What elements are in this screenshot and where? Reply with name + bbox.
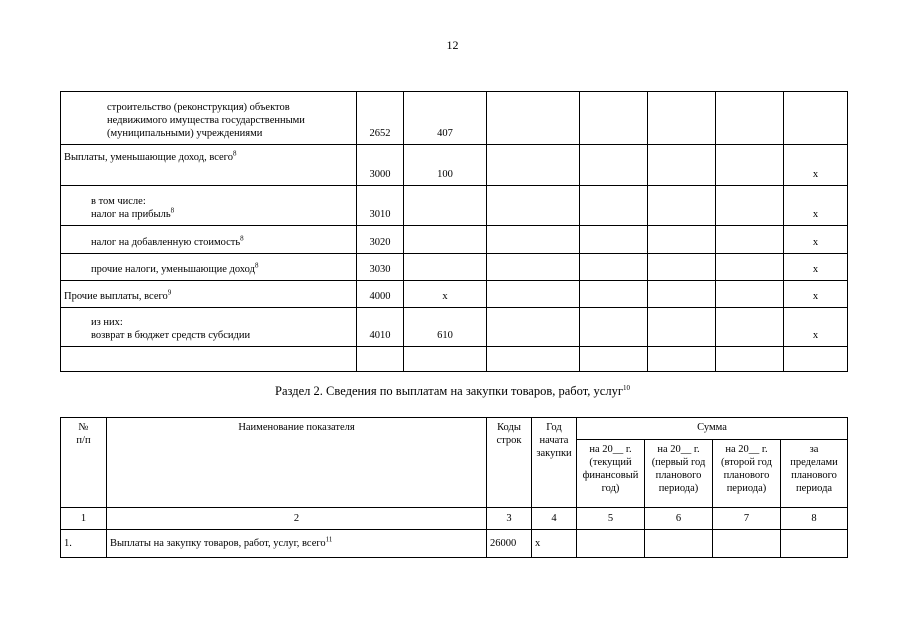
row-name bbox=[61, 92, 357, 145]
cell bbox=[648, 347, 716, 372]
purchases-table bbox=[60, 417, 848, 558]
cell bbox=[487, 308, 580, 347]
row-name bbox=[61, 281, 357, 308]
cell bbox=[357, 347, 404, 372]
cell bbox=[716, 281, 784, 308]
cell bbox=[716, 254, 784, 281]
row-kosgu bbox=[404, 186, 487, 226]
row-code: 3030 bbox=[357, 254, 404, 281]
row-code: 3020 bbox=[357, 226, 404, 254]
cell bbox=[713, 530, 781, 558]
name-line: налог на добавленную стоимость bbox=[91, 236, 241, 248]
footnote-ref: 8 bbox=[232, 149, 237, 158]
row-code: 4000 bbox=[357, 281, 404, 308]
row-x: x bbox=[784, 254, 848, 281]
name-line: Выплаты, уменьшающие доход, всего bbox=[64, 152, 233, 163]
section-title bbox=[0, 384, 905, 399]
column-number-row bbox=[61, 508, 848, 530]
row-kosgu: 100 bbox=[404, 145, 487, 186]
cell bbox=[577, 530, 645, 558]
cell bbox=[784, 347, 848, 372]
cell bbox=[487, 145, 580, 186]
cell bbox=[648, 281, 716, 308]
row-code: 2652 bbox=[357, 92, 404, 145]
header-sum: Сумма bbox=[577, 418, 848, 440]
cell bbox=[580, 145, 648, 186]
cell bbox=[648, 145, 716, 186]
row-name bbox=[61, 145, 357, 186]
header-col7: на 20__ г. (второй год планового периода) bbox=[713, 440, 781, 508]
footnote-ref: 9 bbox=[167, 288, 172, 297]
cell bbox=[404, 347, 487, 372]
row-name bbox=[61, 226, 357, 254]
column-number: 1 bbox=[61, 508, 107, 530]
row-kosgu bbox=[404, 254, 487, 281]
header-row bbox=[61, 418, 848, 440]
table-row bbox=[61, 308, 848, 347]
row-code: 26000 bbox=[487, 530, 532, 558]
header-num: № п/п bbox=[61, 418, 107, 508]
row-num: 1. bbox=[61, 530, 107, 558]
row-name bbox=[61, 308, 357, 347]
row-x bbox=[784, 92, 848, 145]
row-code: 4010 bbox=[357, 308, 404, 347]
cell bbox=[716, 186, 784, 226]
cell bbox=[648, 254, 716, 281]
cell bbox=[716, 92, 784, 145]
name-line: (муниципальными) учреждениями bbox=[107, 127, 263, 139]
name-line: в том числе: bbox=[91, 195, 146, 207]
row-x: x bbox=[784, 186, 848, 226]
page-number: 12 bbox=[446, 38, 459, 52]
name-line: из них: bbox=[91, 316, 123, 328]
column-number: 3 bbox=[487, 508, 532, 530]
cell bbox=[580, 92, 648, 145]
column-number: 8 bbox=[781, 508, 848, 530]
name-line: налог на прибыль bbox=[91, 208, 171, 220]
row-name bbox=[61, 186, 357, 226]
cell bbox=[645, 530, 713, 558]
row-x: x bbox=[784, 226, 848, 254]
header-col6: на 20__ г. (первый год планового периода) bbox=[645, 440, 713, 508]
cell bbox=[716, 145, 784, 186]
header-name: Наименование показателя bbox=[107, 418, 487, 508]
table-row bbox=[61, 254, 848, 281]
table-row bbox=[61, 226, 848, 254]
header-col5: на 20__ г. (текущий финансовый год) bbox=[577, 440, 645, 508]
name-line: недвижимого имущества государственными bbox=[107, 114, 305, 126]
cell bbox=[716, 347, 784, 372]
cell bbox=[781, 530, 848, 558]
header-year: Год начата закупки bbox=[532, 418, 577, 508]
cell bbox=[487, 226, 580, 254]
cell bbox=[648, 92, 716, 145]
header-col8: за пределами планового периода bbox=[781, 440, 848, 508]
cell bbox=[487, 347, 580, 372]
section-title-text: Раздел 2. Сведения по выплатам на закупки товаров, работ, услуг bbox=[275, 384, 623, 398]
column-number: 6 bbox=[645, 508, 713, 530]
name-line: строительство (реконструкция) объектов bbox=[107, 101, 290, 113]
table-row bbox=[61, 530, 848, 558]
cell bbox=[580, 281, 648, 308]
table-row bbox=[61, 281, 848, 308]
cell bbox=[580, 186, 648, 226]
cell bbox=[648, 226, 716, 254]
cell bbox=[580, 347, 648, 372]
cell bbox=[487, 186, 580, 226]
row-kosgu: 610 bbox=[404, 308, 487, 347]
column-number: 7 bbox=[713, 508, 781, 530]
cell bbox=[648, 186, 716, 226]
row-name bbox=[107, 530, 487, 558]
cell bbox=[580, 254, 648, 281]
footnote-ref: 8 bbox=[170, 206, 175, 215]
cell bbox=[648, 308, 716, 347]
row-x: x bbox=[784, 281, 848, 308]
cell bbox=[716, 308, 784, 347]
header-codes: Коды строк bbox=[487, 418, 532, 508]
footnote-ref: 8 bbox=[254, 261, 259, 270]
cell bbox=[580, 226, 648, 254]
column-number: 5 bbox=[577, 508, 645, 530]
name-line: прочие налоги, уменьшающие доход bbox=[91, 263, 255, 275]
name-text: Выплаты на закупку товаров, работ, услуг, всего bbox=[110, 537, 326, 549]
name-line: Прочие выплаты, всего bbox=[64, 290, 168, 302]
cell bbox=[487, 92, 580, 145]
footnote-ref: 8 bbox=[240, 234, 244, 243]
column-number: 4 bbox=[532, 508, 577, 530]
row-kosgu: x bbox=[404, 281, 487, 308]
row-x: x bbox=[784, 145, 848, 186]
footnote-ref: 10 bbox=[622, 383, 630, 392]
row-kosgu bbox=[404, 226, 487, 254]
row-code: 3010 bbox=[357, 186, 404, 226]
table-row bbox=[61, 186, 848, 226]
row-name bbox=[61, 254, 357, 281]
cell bbox=[487, 281, 580, 308]
row-year: x bbox=[532, 530, 577, 558]
table-row bbox=[61, 347, 848, 372]
row-code: 3000 bbox=[357, 145, 404, 186]
footnote-ref: 11 bbox=[325, 535, 333, 544]
payments-table bbox=[60, 91, 848, 372]
cell bbox=[61, 347, 357, 372]
table-row bbox=[61, 145, 848, 186]
name-line: возврат в бюджет средств субсидии bbox=[91, 329, 251, 341]
cell bbox=[487, 254, 580, 281]
cell bbox=[580, 308, 648, 347]
row-kosgu: 407 bbox=[404, 92, 487, 145]
column-number: 2 bbox=[107, 508, 487, 530]
cell bbox=[716, 226, 784, 254]
row-x: x bbox=[784, 308, 848, 347]
table-row bbox=[61, 92, 848, 145]
